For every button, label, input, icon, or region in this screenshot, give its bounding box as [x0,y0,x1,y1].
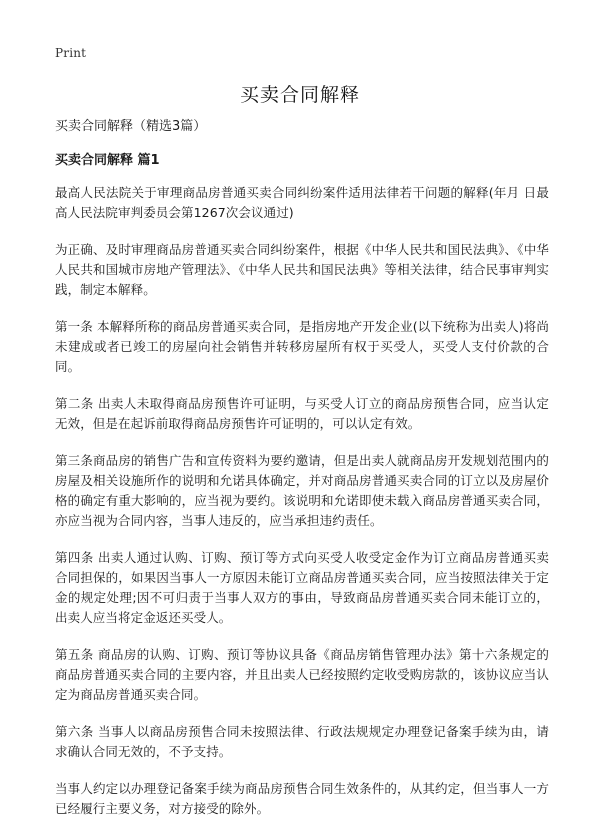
paragraph-2: 为正确、及时审理商品房普通买卖合同纠纷案件，根据《中华人民共和国民法典》、《中华人民共和国城市房地产管理法》、《中华人民共和国民法典》等相关法律，结合民事审判实践，制定本解释。 [55,242,549,297]
document-body [55,117,549,836]
document-subtitle: 买卖合同解释（精选3篇） [55,119,207,134]
paragraph-1: 最高人民法院关于审理商品房普通买卖合同纠纷案件适用法律若干问题的解释(年月 日最高人民法院审判委员会第1267次会议通过) [55,185,549,220]
paragraph-4: 第二条 出卖人未取得商品房预售许可证明，与买受人订立的商品房预售合同，应当认定无效，但是在起诉前取得商品房预售许可证明的，可以认定有效。 [55,396,549,431]
section-heading: 买卖合同解释 篇1 [55,153,160,168]
paragraph-5: 第三条商品房的销售广告和宣传资料为要约邀请，但是出卖人就商品房开发规划范围内的房屋及相关设施所作的说明和允诺具体确定，并对商品房普通买卖合同的订立以及房屋价格的确定有重大影响的，应当视为要约。该说明和允诺即使未载入商品房普通买卖合同，亦应当视为合同内容，当事人违反的，应当承担违约责任。 [55,453,549,528]
page-title: 买卖合同解释 [239,84,360,106]
paragraph-7: 第五条 商品房的认购、订购、预订等协议具备《商品房销售管理办法》第十六条规定的商品房普通买卖合同的主要内容，并且出卖人已经按照约定收受购房款的，该协议应当认定为商品房普通买卖合同。 [55,647,549,702]
paragraph-3: 第一条 本解释所称的商品房普通买卖合同，是指房地产开发企业(以下统称为出卖人)将尚未建成或者已竣工的房屋向社会销售并转移房屋所有权于买受人，买受人支付价款的合同。 [55,319,549,374]
print-link[interactable]: Print [55,46,87,60]
paragraph-9: 当事人约定以办理登记备案手续为商品房预售合同生效条件的，从其约定，但当事人一方已经履行主要义务，对方接受的除外。 [55,781,549,816]
paragraph-8: 第六条 当事人以商品房预售合同未按照法律、行政法规规定办理登记备案手续为由，请求确认合同无效的，不予支持。 [55,724,549,759]
paragraph-6: 第四条 出卖人通过认购、订购、预订等方式向买受人收受定金作为订立商品房普通买卖合同担保的，如果因当事人一方原因未能订立商品房普通买卖合同，应当按照法律关于定金的规定处理;因不可归责于当事人双方的事由，导致商品房普通买卖合同未能订立的，出卖人应当将定金返还买受人。 [55,550,549,625]
